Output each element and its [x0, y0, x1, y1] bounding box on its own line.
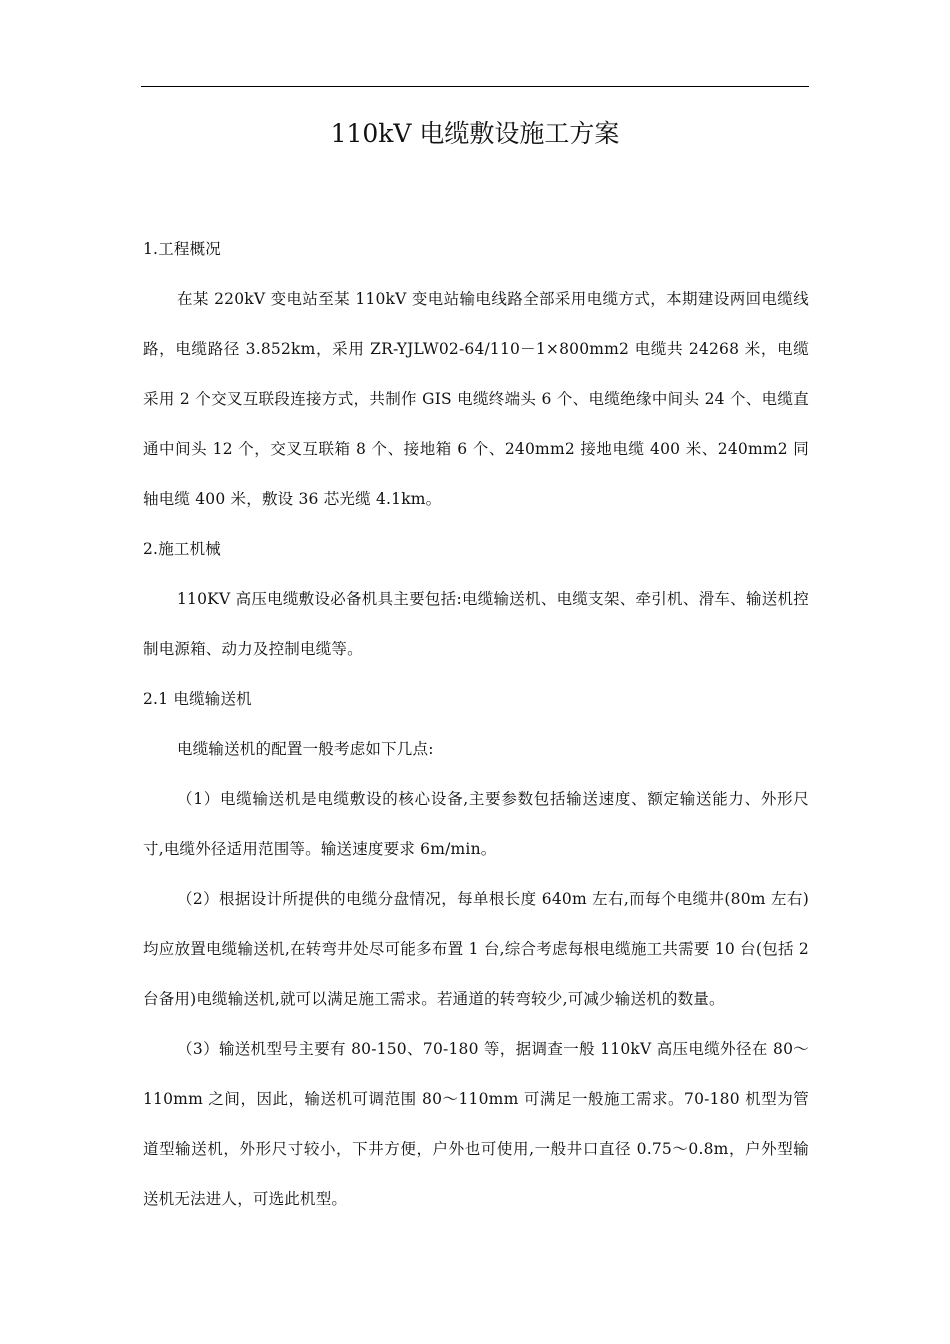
- paragraph-conveyor-intro: 电缆输送机的配置一般考虑如下几点:: [177, 740, 434, 758]
- header-rule: [141, 86, 809, 87]
- section-heading-2: 2.施工机械: [143, 540, 221, 558]
- section-heading-2-1: 2.1 电缆输送机: [143, 690, 252, 708]
- document-title: 110kV 电缆敷设施工方案: [330, 119, 620, 148]
- paragraph-point-1: （1）电缆输送机是电缆敷设的核心设备,主要参数包括输送速度、额定输送能力、外形尺寸,电缆外径适用范围等。输送速度要求 6m/min。: [143, 790, 809, 858]
- paragraph-project-overview: 在某 220kV 变电站至某 110kV 变电站输电线路全部采用电缆方式，本期建设两回电缆线路，电缆路径 3.852km，采用 ZR-YJLW02-64/110－1×800mm2 电缆共 24268 米，电缆采用 2 个交叉互联段连接方式，共制作 GIS 电缆终端头 6 个、电缆绝缘中间头 24 个、电缆直通中间头 12 个，交叉互联箱 8 个、接地箱 6 个、240mm2 接地电缆 400 米、240mm2 同轴电缆 400 米，敷设 36 芯光缆 4.1km。: [143, 290, 809, 508]
- paragraph-point-2: （2）根据设计所提供的电缆分盘情况，每单根长度 640m 左右,而每个电缆井(80m 左右)均应放置电缆输送机,在转弯井处尽可能多布置 1 台,综合考虑每根电缆施工共需要 10 台(包括 2 台备用)电缆输送机,就可以满足施工需求。若通道的转弯较少,可减少输送机的数量。: [143, 890, 809, 1008]
- section-heading-1: 1.工程概况: [143, 240, 221, 258]
- paragraph-machinery: 110KV 高压电缆敷设必备机具主要包括:电缆输送机、电缆支架、牵引机、滑车、输送机控制电源箱、动力及控制电缆等。: [143, 590, 809, 658]
- paragraph-point-3: （3）输送机型号主要有 80-150、70-180 等，据调查一般 110kV 高压电缆外径在 80～110mm 之间，因此，输送机可调范围 80～110mm 可满足一般施工需求。70-180 机型为管道型输送机，外形尺寸较小，下井方便，户外也可使用,一般井口直径 0.75～0.8m，户外型输送机无法进人，可选此机型。: [143, 1040, 809, 1208]
- document-body: [143, 224, 809, 1224]
